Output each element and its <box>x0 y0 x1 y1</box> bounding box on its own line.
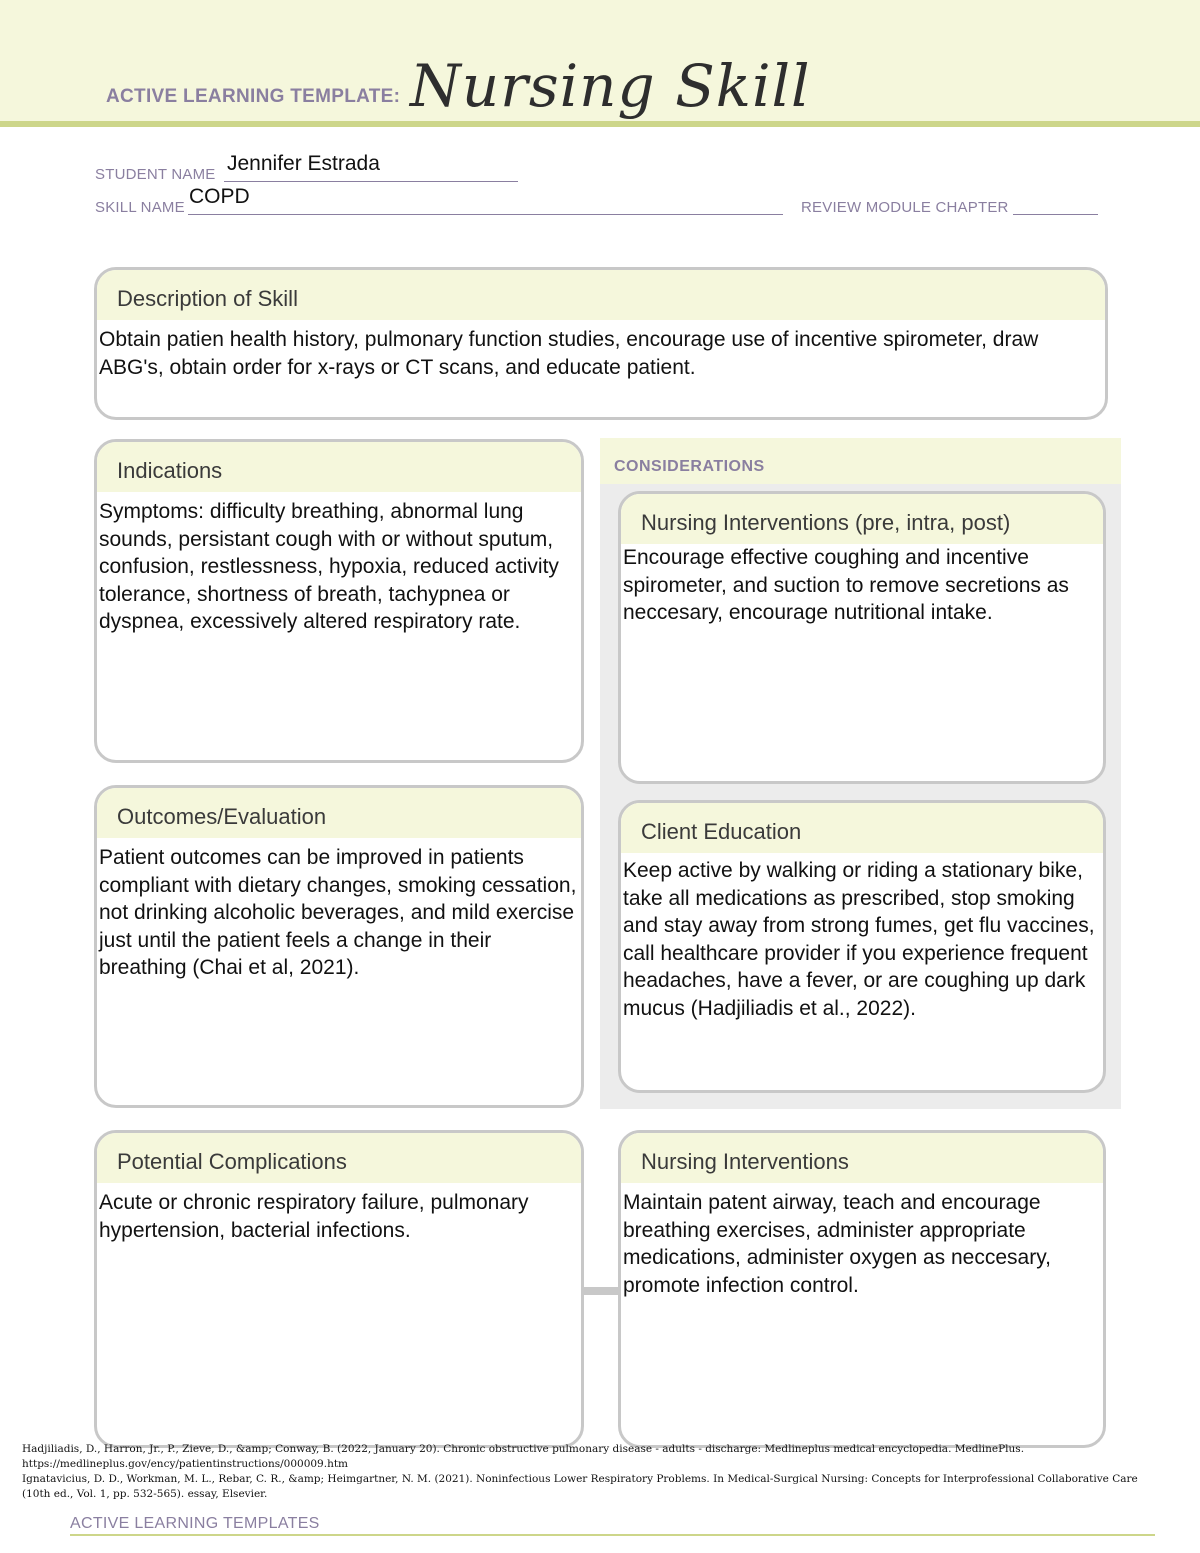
reference-item: Hadjiliadis, D., Harron, Jr., P., Zieve, D., &amp; Conway, B. (2022, January 20). Chronic obstructive pulmonary disease - adults - discharge: Medlineplus medical encyclopedia. MedlinePlus. https://medlineplus.gov/ency/patientinstructions/000009.htm <box>22 1443 1025 1470</box>
nursing-interventions-title: Nursing Interventions <box>621 1133 1103 1183</box>
description-body[interactable]: Obtain patien health history, pulmonary function studies, encourage use of incentive spirometer, draw ABG's, obtain order for x-rays or CT scans, and educate patient. <box>99 328 1039 379</box>
indications-title: Indications <box>97 442 581 492</box>
references <box>22 1442 1162 1502</box>
complications-card <box>94 1130 584 1448</box>
student-name-field[interactable]: Jennifer Estrada <box>227 152 380 175</box>
nursing-interventions-card <box>618 1130 1106 1448</box>
description-title: Description of Skill <box>97 270 1105 320</box>
review-module-field[interactable] <box>1013 214 1098 215</box>
student-name-line <box>224 181 518 182</box>
page-title: Nursing Skill <box>410 52 811 120</box>
footer-rule <box>70 1534 1155 1536</box>
client-education-card <box>618 800 1106 1093</box>
client-education-body[interactable]: Keep active by walking or riding a stationary bike, take all medications as prescribed, stop smoking and stay away from strong fumes, get flu vaccines, call healthcare provider if you experience frequent headaches, have a fever, or are coughing up dark mucus (Hadjiliadis et al., 2022). <box>623 859 1095 1020</box>
nursing-interventions-ppp-title: Nursing Interventions (pre, intra, post) <box>621 494 1103 544</box>
header-rule <box>0 121 1200 127</box>
description-card <box>94 267 1108 420</box>
skill-name-field[interactable]: COPD <box>189 185 250 208</box>
complications-body[interactable]: Acute or chronic respiratory failure, pulmonary hypertension, bacterial infections. <box>99 1191 529 1242</box>
skill-name-label: SKILL NAME <box>95 199 185 216</box>
complications-title: Potential Complications <box>97 1133 581 1183</box>
nursing-interventions-ppp-body[interactable]: Encourage effective coughing and incentive spirometer, and suction to remove secretions as neccesary, encourage nutritional intake. <box>623 546 1069 624</box>
outcomes-body[interactable]: Patient outcomes can be improved in patients compliant with dietary changes, smoking cessation, not drinking alcoholic beverages, and mild exercise just until the patient feels a change in their breathing (Chai et al, 2021). <box>99 846 577 979</box>
nursing-interventions-body[interactable]: Maintain patent airway, teach and encourage breathing exercises, administer appropriate medications, administer oxygen as neccesary, promote infection control. <box>623 1191 1051 1297</box>
outcomes-card <box>94 785 584 1108</box>
nursing-interventions-ppp-card <box>618 491 1106 784</box>
client-education-title: Client Education <box>621 803 1103 853</box>
student-name-label: STUDENT NAME <box>95 166 216 183</box>
indications-body[interactable]: Symptoms: difficulty breathing, abnormal lung sounds, persistant cough with or without sputum, confusion, restlessness, hypoxia, reduced activity tolerance, shortness of breath, tachypnea or dyspnea, excessively altered respiratory rate. <box>99 500 559 633</box>
card-connector <box>582 1287 622 1295</box>
considerations-label: CONSIDERATIONS <box>614 458 765 475</box>
review-module-label: REVIEW MODULE CHAPTER <box>801 199 1009 216</box>
template-label: ACTIVE LEARNING TEMPLATE: <box>106 86 401 107</box>
reference-item: Ignatavicius, D. D., Workman, M. L., Rebar, C. R., &amp; Heimgartner, N. M. (2021). Noninfectious Lower Respiratory Problems. In Medical-Surgical Nursing: Concepts for Interprofessional Collaborative Care (10th ed., Vol. 1, pp. 532-565). essay, Elsevier. <box>22 1473 1138 1500</box>
footer-label: ACTIVE LEARNING TEMPLATES <box>70 1515 320 1532</box>
skill-name-line <box>188 214 783 215</box>
outcomes-title: Outcomes/Evaluation <box>97 788 581 838</box>
indications-card <box>94 439 584 763</box>
